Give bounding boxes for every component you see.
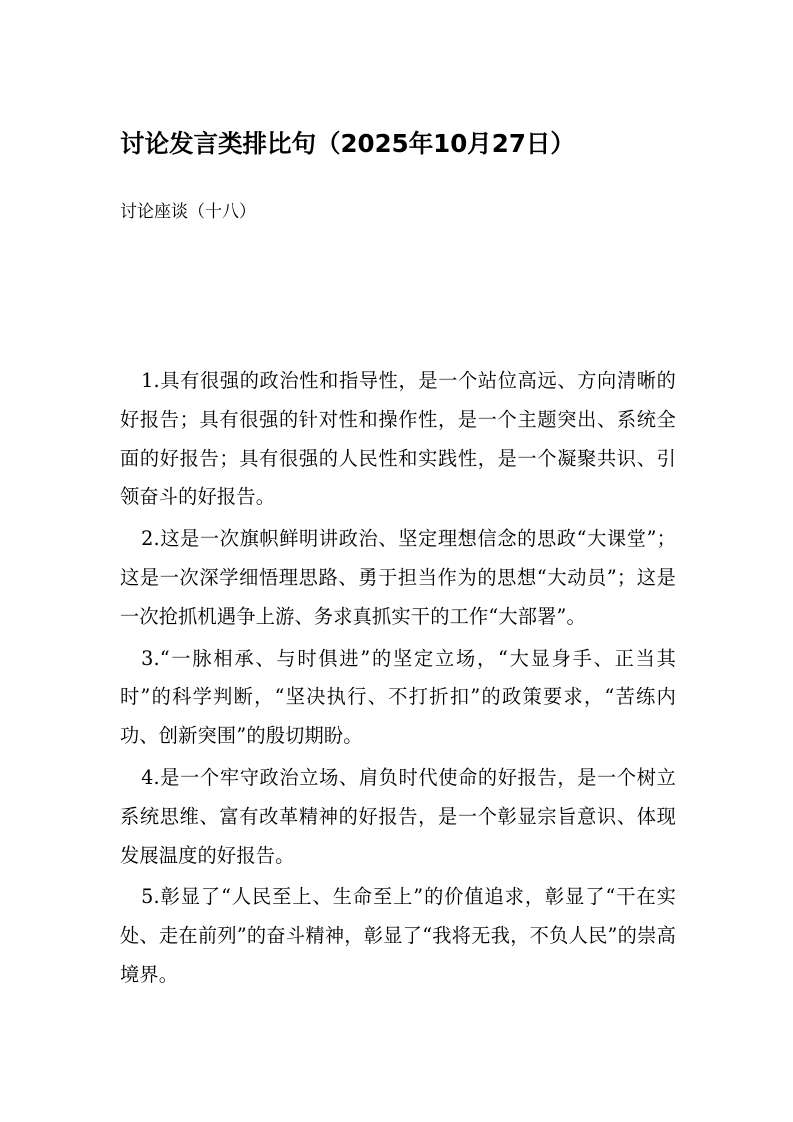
paragraph: 1.具有很强的政治性和指导性，是一个站位高远、方向清晰的好报告；具有很强的针对性和操作性，是一个主题突出、系统全面的好报告；具有很强的人民性和实践性，是一个凝聚共识、引领奋斗的好报告。 bbox=[120, 369, 676, 509]
paragraph: 5.彰显了“人民至上、生命至上”的价值追求，彰显了“干在实处、走在前列”的奋斗精神，彰显了“我将无我，不负人民”的崇高境界。 bbox=[120, 885, 676, 986]
document-body bbox=[120, 362, 676, 998]
document-title: 讨论发言类排比句（2025年10月27日） bbox=[120, 129, 575, 158]
paragraph: 4.是一个牢守政治立场、肩负时代使命的好报告，是一个树立系统思维、富有改革精神的好报告，是一个彰显宗旨意识、体现发展温度的好报告。 bbox=[120, 765, 676, 867]
document-subtitle: 讨论座谈（十八） bbox=[120, 202, 256, 222]
paragraph: 3.“一脉相承、与时俱进”的坚定立场，“大显身手、正当其时”的科学判断，“坚决执行、不打折扣”的政策要求，“苦练内功、创新突围”的殷切期盼。 bbox=[120, 646, 676, 748]
paragraph: 2.这是一次旗帜鲜明讲政治、坚定理想信念的思政“大课堂”；这是一次深学细悟理思路、勇于担当作为的思想“大动员”；这是一次抢抓机遇争上游、务求真抓实干的工作“大部署”。 bbox=[120, 527, 676, 628]
